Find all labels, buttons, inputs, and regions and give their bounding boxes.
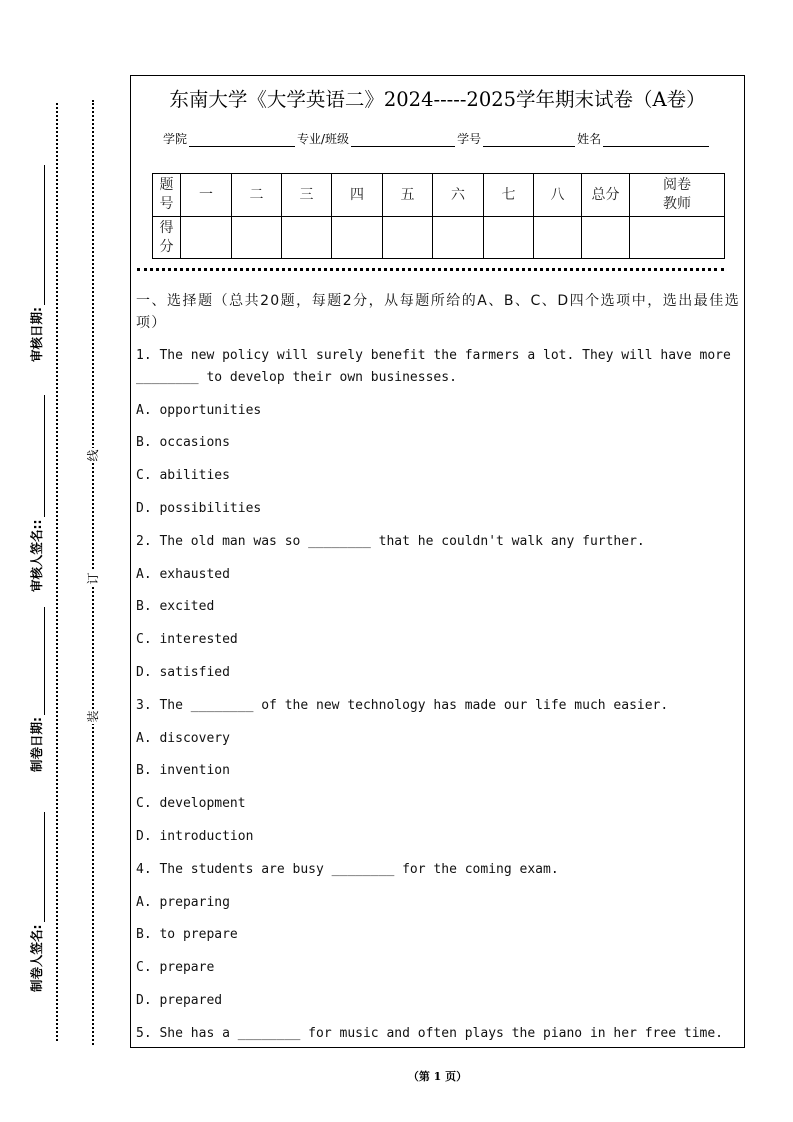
student-id-blank	[483, 133, 575, 147]
review-date-blank	[32, 165, 45, 305]
grader-header	[630, 174, 725, 217]
major-class-label: 专业/班级	[297, 132, 350, 146]
question-stem-2: 2. The old man was so ________ that he couldn't walk any further.	[136, 533, 645, 549]
section-multiple-choice	[136, 290, 740, 1056]
question-stem-1: 1. The new policy will surely benefit the farmers a lot. They will have more ________ to develop their own businesses.	[136, 347, 731, 385]
score-cell-total	[582, 217, 630, 259]
column-3-header: 三	[282, 174, 332, 217]
reviewer-signature-label: 审核人签名::	[29, 519, 44, 592]
question-1-option-a: A. opportunities	[136, 402, 262, 418]
paper-date-field	[29, 607, 45, 772]
score-table	[152, 173, 725, 259]
score-table-header-row	[153, 174, 725, 217]
question-1-option-b: B. occasions	[136, 435, 230, 451]
page-number: （第 1 页）	[407, 1070, 468, 1083]
column-1-header: 一	[181, 174, 232, 217]
exam-paper-frame	[130, 75, 745, 1048]
paper-date-label: 制卷日期:	[29, 717, 44, 772]
score-cell-3	[282, 217, 332, 259]
paper-maker-signature-label: 制卷人签名:	[29, 924, 44, 992]
score-cell-5	[383, 217, 433, 259]
question-4-option-d: D. prepared	[136, 992, 223, 1008]
student-id-label: 学号	[457, 132, 482, 146]
score-table-score-row	[153, 217, 725, 259]
score-cell-6	[433, 217, 484, 259]
score-cell-7	[484, 217, 534, 259]
reviewer-signature-field	[29, 396, 45, 593]
score-cell-8	[534, 217, 582, 259]
question-3-option-b: B. invention	[136, 763, 230, 779]
total-header: 总分	[582, 174, 630, 217]
review-date-label: 审核日期:	[29, 307, 44, 362]
question-2-option-a: A. exhausted	[136, 566, 230, 582]
question-2-option-c: C. interested	[136, 632, 238, 648]
binding-mark-bind: 装	[86, 710, 100, 723]
question-3-option-a: A. discovery	[136, 730, 230, 746]
binding-mark-staple: 订	[86, 572, 100, 585]
column-4-header: 四	[332, 174, 383, 217]
question-2-option-d: D. satisfied	[136, 664, 230, 680]
paper-date-blank	[32, 607, 45, 715]
score-cell-2	[232, 217, 282, 259]
score-cell-1	[181, 217, 232, 259]
reviewer-signature-blank	[32, 396, 45, 518]
question-number-header	[153, 174, 181, 217]
paper-maker-signature-field	[29, 813, 45, 993]
exam-title: 东南大学《大学英语二》2024-----2025学年期末试卷（A卷）	[169, 88, 706, 111]
binding-mark-line: 线	[86, 449, 100, 462]
question-3-option-d: D. introduction	[136, 828, 254, 844]
score-row-header	[153, 217, 181, 259]
paper-maker-signature-blank	[32, 813, 45, 923]
question-1-option-d: D. possibilities	[136, 500, 262, 516]
name-blank	[603, 133, 709, 147]
column-5-header: 五	[383, 174, 433, 217]
question-4-option-c: C. prepare	[136, 960, 215, 976]
question-4-option-b: B. to prepare	[136, 927, 238, 943]
name-label: 姓名	[577, 132, 602, 146]
college-blank	[189, 133, 295, 147]
question-stem-5: 5. She has a ________ for music and often plays the piano in her free time.	[136, 1025, 723, 1041]
column-6-header: 六	[433, 174, 484, 217]
question-stem-4: 4. The students are busy ________ for the coming exam.	[136, 861, 559, 877]
student-info-row	[163, 131, 711, 147]
question-2-option-b: B. excited	[136, 599, 215, 615]
score-cell-grader	[630, 217, 725, 259]
column-7-header: 七	[484, 174, 534, 217]
score-cell-4	[332, 217, 383, 259]
grader-label: 阅卷教师	[663, 177, 691, 212]
question-4-option-a: A. preparing	[136, 894, 230, 910]
question-stem-3: 3. The ________ of the new technology has made our life much easier.	[136, 697, 669, 713]
question-number-label: 题号	[159, 177, 174, 212]
review-date-field	[29, 165, 45, 362]
question-3-option-c: C. development	[136, 796, 246, 812]
binding-margin	[0, 0, 128, 1122]
major-class-blank	[351, 133, 455, 147]
college-label: 学院	[163, 132, 188, 146]
section-heading: 一、选择题（总共20题，每题2分，从每题所给的A、B、C、D四个选项中，选出最佳选项）	[136, 293, 740, 331]
dotted-separator	[137, 268, 724, 271]
outer-dotted-line	[56, 103, 58, 1041]
column-2-header: 二	[232, 174, 282, 217]
column-8-header: 八	[534, 174, 582, 217]
score-label: 得分	[159, 219, 174, 255]
question-1-option-c: C. abilities	[136, 468, 230, 484]
